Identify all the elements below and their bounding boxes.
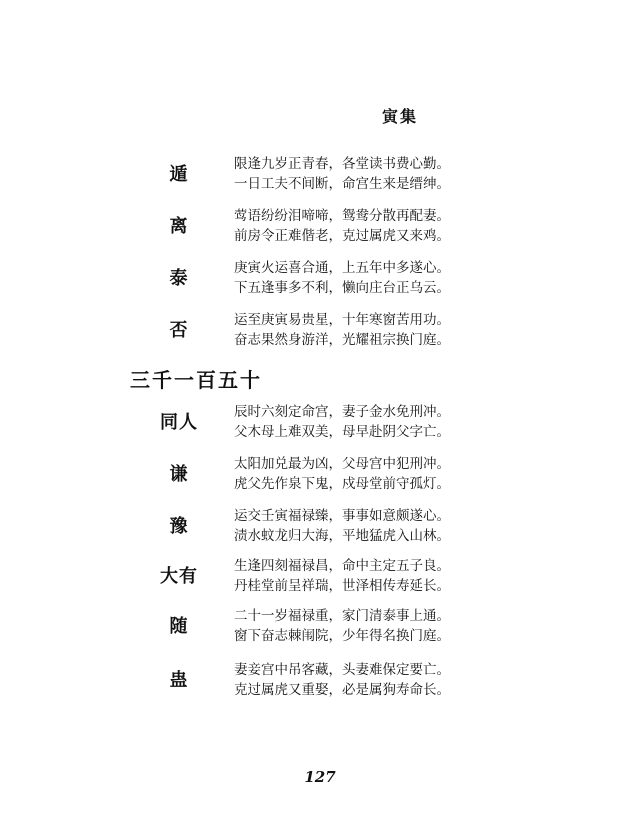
verse-text bbox=[234, 660, 450, 700]
verse-text bbox=[234, 402, 450, 442]
verse-line: 渍水蚊龙归大海，平地猛虎入山林。 bbox=[234, 528, 450, 544]
verse-entry bbox=[0, 402, 640, 442]
verse-line: 庚寅火运喜合通，上五年中多遂心。 bbox=[234, 260, 450, 276]
verse-line: 奋志果然身游洋，光耀祖宗换门庭。 bbox=[234, 332, 450, 348]
verse-entry bbox=[0, 506, 640, 546]
hexagram-name: 谦 bbox=[169, 464, 189, 485]
verse-line: 克过属虎又重娶，必是属狗寿命长。 bbox=[234, 682, 450, 698]
verse-line: 辰时六刻定命宫，妻子金水免刑冲。 bbox=[234, 404, 450, 420]
verse-entry bbox=[0, 556, 640, 596]
verse-text bbox=[234, 310, 450, 350]
verse-entry bbox=[0, 258, 640, 298]
verse-entry bbox=[0, 310, 640, 350]
verse-line: 二十一岁福禄重，家门清泰事上通。 bbox=[234, 608, 450, 624]
hexagram-name: 大有 bbox=[160, 566, 198, 587]
verse-text bbox=[234, 454, 450, 494]
hexagram-name: 泰 bbox=[169, 268, 189, 289]
hexagram-name: 遁 bbox=[169, 164, 189, 185]
verse-entry bbox=[0, 606, 640, 646]
hexagram-name: 离 bbox=[169, 216, 189, 237]
verse-entry bbox=[0, 206, 640, 246]
verse-line: 丹桂堂前呈祥瑞，世泽相传寿延长。 bbox=[234, 578, 450, 594]
hexagram-name: 同人 bbox=[160, 412, 198, 433]
verse-line: 前房令正难偕老，克过属虎又来鸡。 bbox=[234, 228, 450, 244]
verse-text bbox=[234, 206, 450, 246]
verse-text bbox=[234, 506, 450, 546]
verse-line: 莺语纷纷泪啼啼，鸳鸯分散再配妻。 bbox=[234, 208, 450, 224]
verse-line: 运至庚寅易贵星，十年寒窗苦用功。 bbox=[234, 312, 450, 328]
hexagram-name: 蛊 bbox=[169, 670, 189, 691]
hexagram-name: 否 bbox=[169, 320, 189, 341]
verse-line: 生逢四刻福禄昌，命中主定五子良。 bbox=[234, 558, 450, 574]
verse-line: 限逢九岁正青春，各堂读书费心勤。 bbox=[234, 156, 450, 172]
verse-line: 虎父先作泉下鬼，戍母堂前守孤灯。 bbox=[234, 476, 450, 492]
verse-line: 父木母上难双美，母早赴阴父字亡。 bbox=[234, 424, 450, 440]
verse-entry bbox=[0, 660, 640, 700]
verse-text bbox=[234, 258, 450, 298]
hexagram-name: 随 bbox=[169, 616, 189, 637]
running-head: 寅集 bbox=[382, 107, 419, 126]
section-heading: 三千一百五十 bbox=[130, 368, 262, 392]
verse-line: 运交壬寅福禄臻，事事如意颇遂心。 bbox=[234, 508, 450, 524]
verse-line: 下五逢事多不利，懒向庄台正乌云。 bbox=[234, 280, 450, 296]
verse-line: 窗下奋志棘闱院，少年得名换门庭。 bbox=[234, 628, 450, 644]
hexagram-name: 豫 bbox=[169, 516, 189, 537]
verse-text bbox=[234, 556, 450, 596]
verse-entry bbox=[0, 454, 640, 494]
verse-text bbox=[234, 154, 450, 194]
verse-entry bbox=[0, 154, 640, 194]
page-number: 127 bbox=[304, 768, 336, 786]
verse-line: 太阳加兑最为凶，父母宫中犯刑冲。 bbox=[234, 456, 450, 472]
verse-text bbox=[234, 606, 450, 646]
verse-line: 一日工夫不间断，命宫生来是缙绅。 bbox=[234, 176, 450, 192]
verse-line: 妻妾宫中吊客藏，头妻难保定要亡。 bbox=[234, 662, 450, 678]
